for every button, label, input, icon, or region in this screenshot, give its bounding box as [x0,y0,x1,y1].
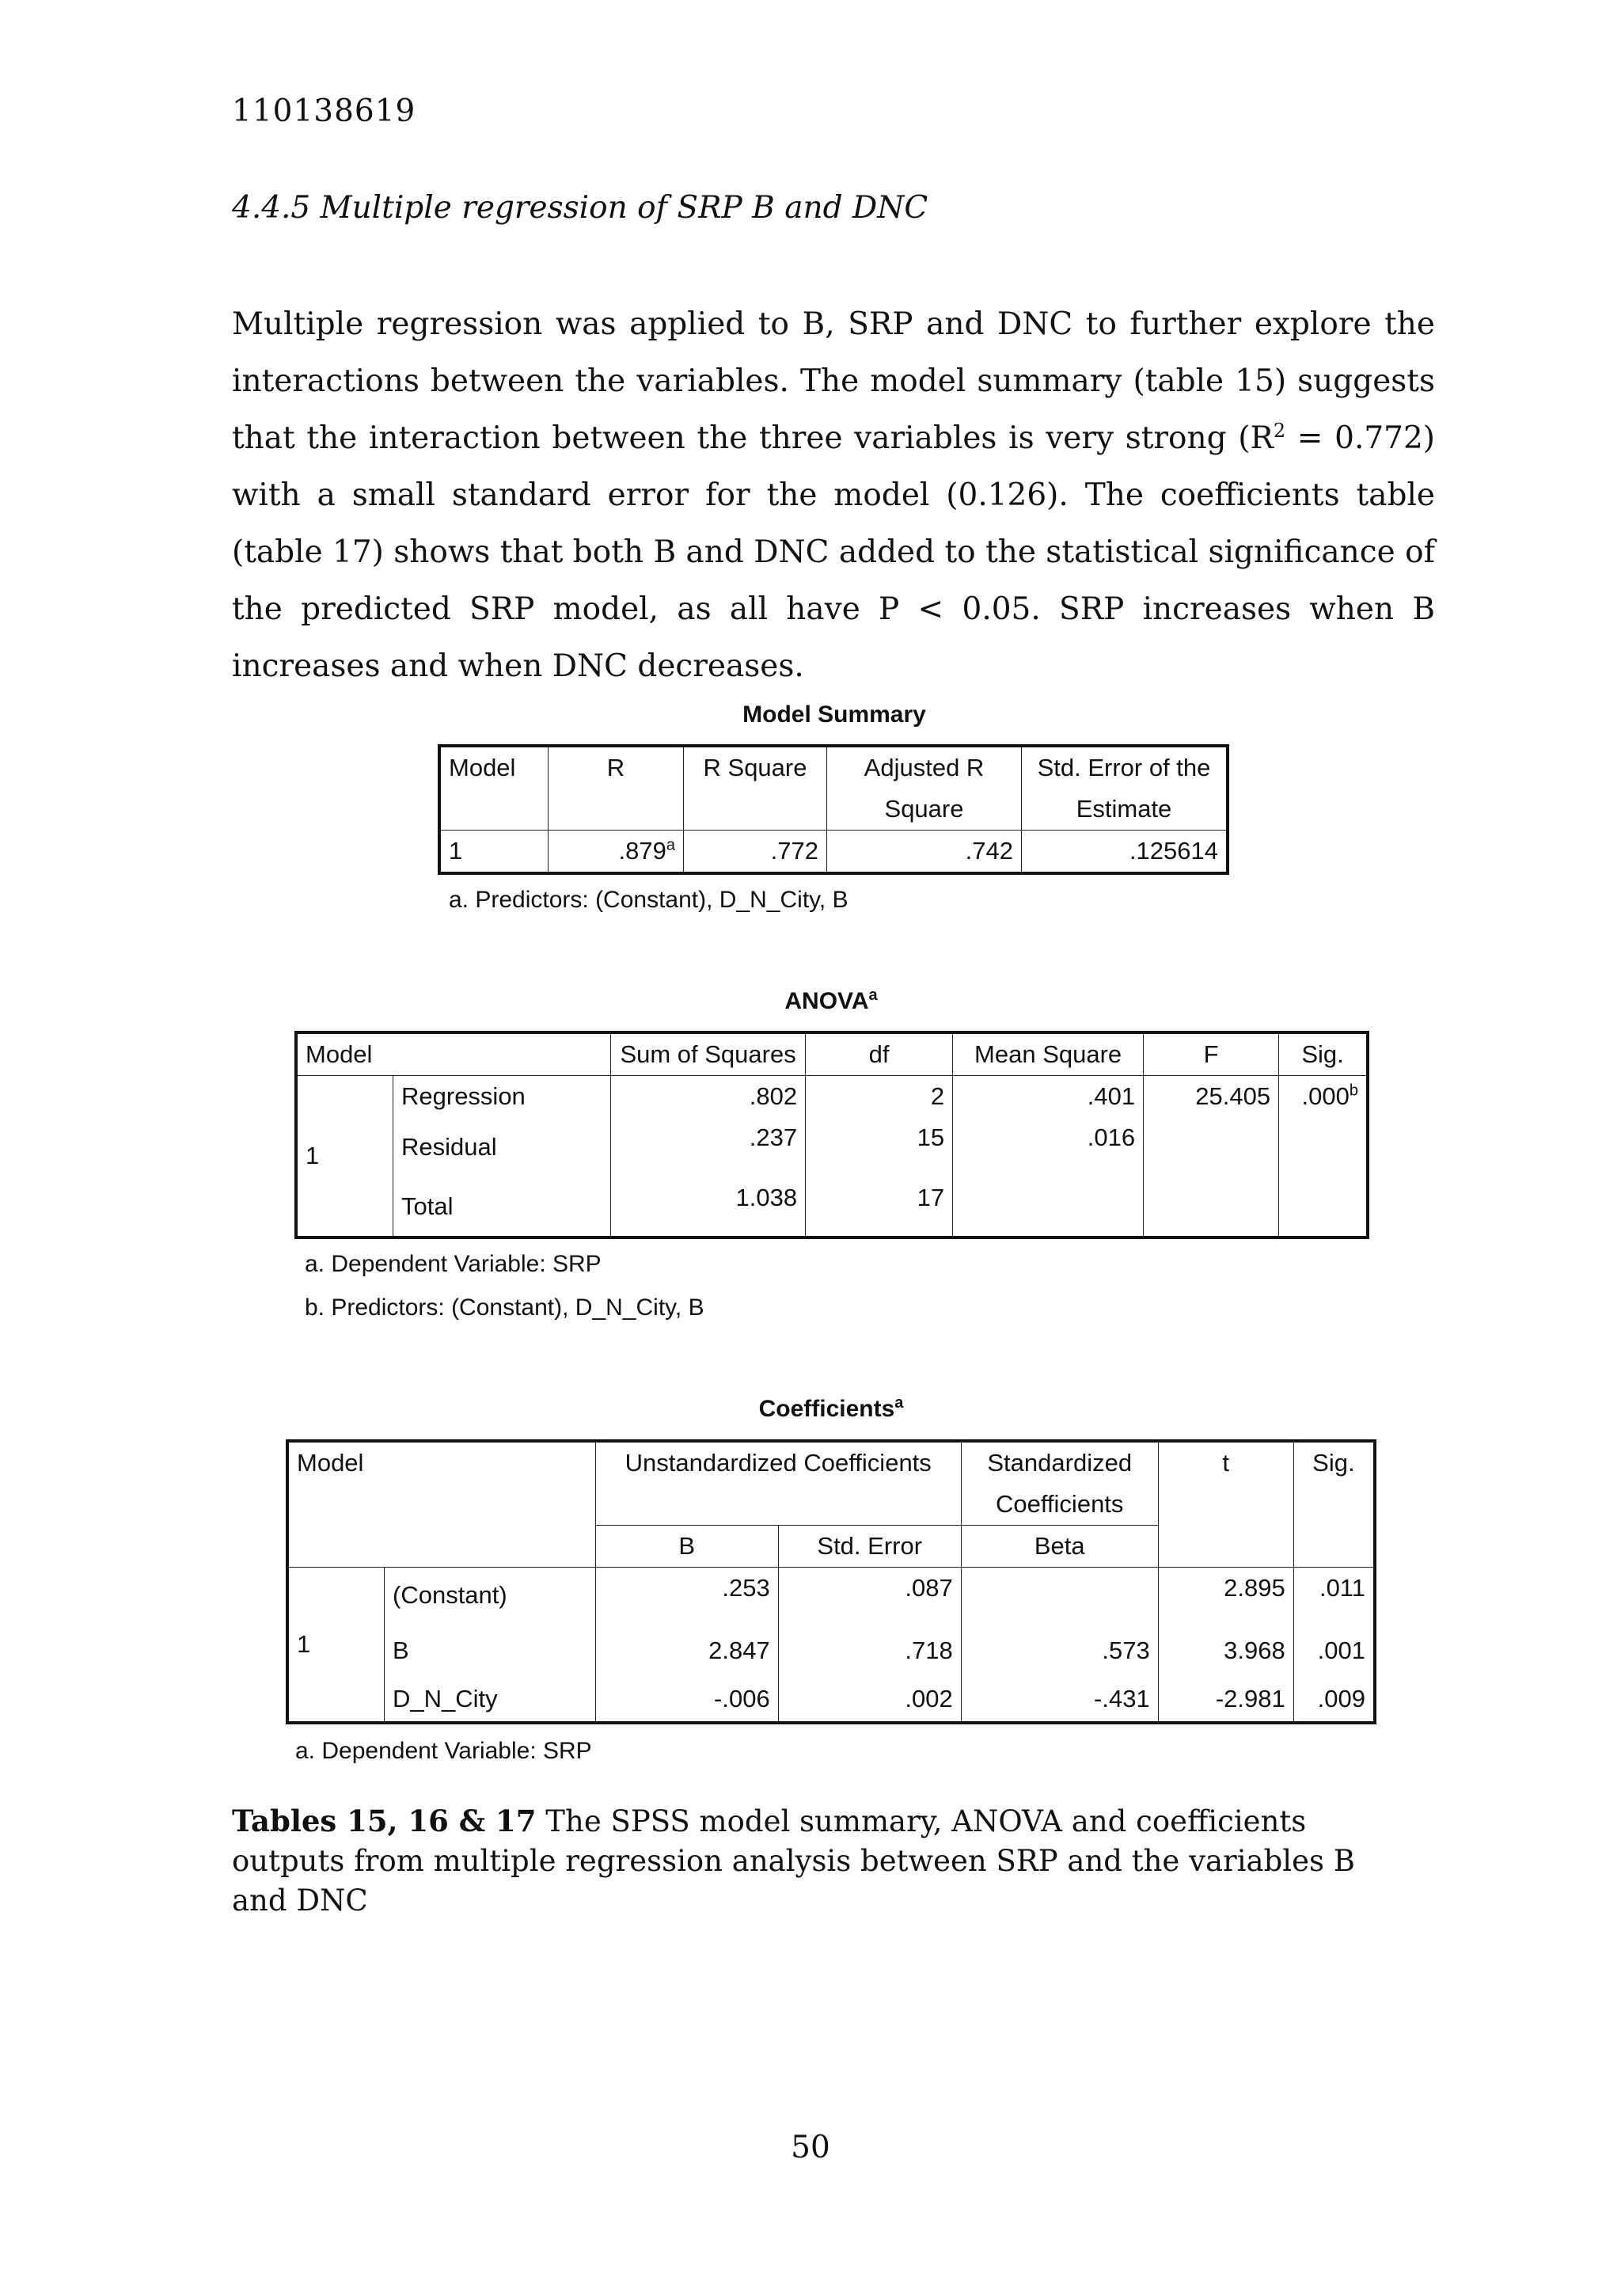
header-cell: Mean Square [953,1032,1144,1076]
sig-cell: .001 [1293,1623,1375,1678]
f-cell [1144,1177,1279,1237]
anova-note-a: a. Dependent Variable: SRP [305,1251,602,1277]
header-cell: Model [287,1441,595,1568]
ss-cell: .802 [611,1076,806,1118]
b-cell: 2.847 [595,1623,778,1678]
header-cell: F [1144,1032,1279,1076]
caption-label: Tables 15, 16 & 17 [232,1804,537,1838]
beta-cell: -.431 [961,1678,1158,1723]
df-cell: 2 [806,1076,953,1118]
model-cell: 1 [296,1076,393,1238]
page-number: 50 [791,2130,830,2165]
model-cell: 1 [439,831,549,874]
coefficients-row [287,1678,1375,1723]
ms-cell: .401 [953,1076,1144,1118]
coefficients-row [287,1623,1375,1678]
anova-row [296,1076,1368,1118]
model-cell: 1 [287,1568,385,1723]
section-heading: 4.4.5 Multiple regression of SRP B and DNC [232,190,928,226]
header-cell: Adjusted R Square [827,746,1022,831]
coefficients-table [286,1439,1376,1724]
f-cell [1144,1117,1279,1177]
header-cell: df [806,1032,953,1076]
document-id: 110138619 [232,93,416,129]
row-label: (Constant) [385,1568,596,1623]
ss-cell: .237 [611,1117,806,1177]
row-label: Total [393,1177,611,1237]
sig-cell: .000$^b$ [1279,1076,1368,1118]
anova-title: ANOVA$^a$ [784,986,878,1014]
t-cell: -2.981 [1158,1678,1293,1723]
model-summary-table [438,744,1229,875]
r-cell: .879$^a$ [549,831,684,874]
anova-table [294,1031,1369,1239]
adj-r-square-cell: .742 [827,831,1022,874]
f-cell: 25.405 [1144,1076,1279,1118]
row-label: B [385,1623,596,1678]
body-text-part1: Multiple regression was applied to B, SRP and DNC to further explore the interactions between the variables. The model summary (table 15) suggests that the interaction between the three variables is very strong (R [232,306,1435,456]
sig-cell [1279,1117,1368,1177]
r-square-cell: .772 [684,831,827,874]
header-cell: Sum of Squares [611,1032,806,1076]
header-cell: Beta [961,1526,1158,1568]
header-cell: Std. Error [778,1526,961,1568]
model-summary-title: Model Summary [742,701,926,728]
se-cell: .002 [778,1678,961,1723]
model-summary-header-row [439,746,1228,831]
b-cell: -.006 [595,1678,778,1723]
row-label: Residual [393,1117,611,1177]
header-cell: t [1158,1441,1293,1568]
header-cell: Model [439,746,549,831]
header-cell: Model [296,1032,611,1076]
caption-text: The SPSS model summary, ANOVA and coefficients outputs from multiple regression analysis between SRP and the variables B and DNC [232,1804,1355,1918]
ms-cell [953,1177,1144,1237]
coefficients-row [287,1568,1375,1623]
coefficients-note: a. Dependent Variable: SRP [295,1738,592,1764]
t-cell: 3.968 [1158,1623,1293,1678]
header-cell: Sig. [1279,1032,1368,1076]
header-cell: Std. Error of the Estimate [1022,746,1228,831]
sig-cell: .011 [1293,1568,1375,1623]
model-summary-data-row [439,831,1228,874]
df-cell: 17 [806,1177,953,1237]
header-cell: B [595,1526,778,1568]
sig-cell [1279,1177,1368,1237]
se-cell: .718 [778,1623,961,1678]
df-cell: 15 [806,1117,953,1177]
anova-header-row [296,1032,1368,1076]
body-text-part2: = 0.772) with a small standard error for the model (0.126). The coefficients table (table 17) shows that both B and DNC added to the statistical significance of the predicted SRP model, as all have P < 0.05. SRP increases when B increases and when DNC decreases. [232,420,1436,684]
header-cell: Standardized Coefficients [961,1441,1158,1526]
row-label: D_N_City [385,1678,596,1723]
coefficients-header-row [287,1441,1375,1526]
t-cell: 2.895 [1158,1568,1293,1623]
anova-row [296,1117,1368,1177]
beta-cell [961,1568,1158,1623]
anova-row [296,1177,1368,1237]
row-label: Regression [393,1076,611,1118]
beta-cell: .573 [961,1623,1158,1678]
table-caption [232,1801,1419,1921]
b-cell: .253 [595,1568,778,1623]
model-summary-note: a. Predictors: (Constant), D_N_City, B [449,887,848,913]
header-cell: Sig. [1293,1441,1375,1568]
se-cell: .087 [778,1568,961,1623]
r-squared-superscript: 2 [1273,420,1286,442]
sig-cell: .009 [1293,1678,1375,1723]
std-error-cell: .125614 [1022,831,1228,874]
anova-note-b: b. Predictors: (Constant), D_N_City, B [305,1294,704,1321]
header-cell: R [549,746,684,831]
ms-cell: .016 [953,1117,1144,1177]
ss-cell: 1.038 [611,1177,806,1237]
coefficients-title: Coefficients$^a$ [758,1394,904,1422]
header-cell: Unstandardized Coefficients [595,1441,961,1526]
body-paragraph [232,296,1435,695]
header-cell: R Square [684,746,827,831]
